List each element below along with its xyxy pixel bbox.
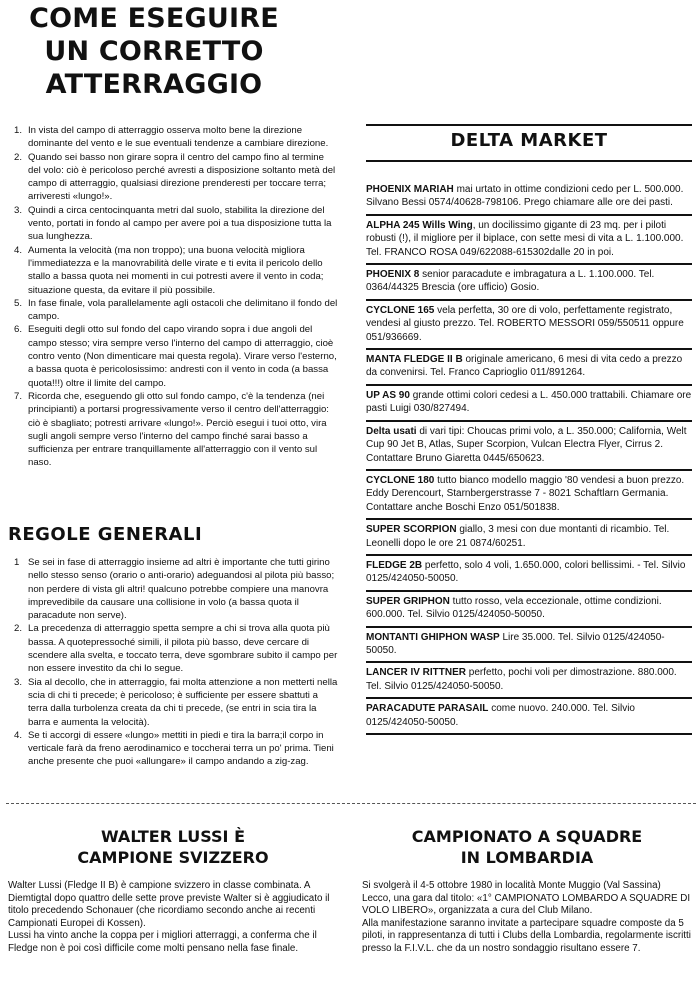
step-item [8, 124, 338, 151]
ad-name: MONTANTI GHIPHON WASP [366, 631, 500, 643]
ad-item [366, 422, 692, 471]
landing-steps-list [8, 124, 338, 470]
step-item [8, 390, 338, 470]
ad-item [366, 699, 692, 735]
step-number: 4. [14, 244, 23, 256]
rule-item [8, 676, 338, 729]
article-paragraph: Si svolgerà il 4-5 ottobre 1980 in località Monte Muggio (Val Sassina) Lecco, una gara dal titolo: «1° CAMPIONATO LOMBARDO A SQUADRE DI VOLO LIBERO», organizzata a cura del Club Milano. [362, 880, 691, 917]
article-title-lussi [8, 826, 338, 868]
step-number: 1. [14, 125, 23, 136]
ad-name: PHOENIX MARIAH [366, 184, 454, 195]
rule-number: 4. [14, 729, 23, 741]
ad-name: ALPHA 245 Wills Wing [366, 219, 473, 231]
step-text: Quindi a circa centocinquanta metri dal suolo, stabilita la direzione del vento, portati in fondo al campo per avere poi a tua disposizione tutta la sua lunghezza. [28, 204, 332, 243]
article-paragraph: Lussi ha vinto anche la coppa per i migliori atterraggi, a conferma che il Fledge non è poi così difficile come molti pensano nella fase finale. [8, 930, 317, 954]
step-number: 6. [14, 324, 23, 336]
classified-ads [366, 180, 692, 735]
step-text: In fase finale, vola parallelamente agli ostacoli che delimitano il fondo del campo. [28, 297, 338, 323]
rule-text: Sia al decollo, che in atterraggio, fai molta attenzione a non metterti nella scia di chi ti precede; è pericoloso; è sufficiente per essere sbattuti a terra dalla turbolenza creata da chi ti precede, (se entri in scia tira la barra e aumenta la velocità). [28, 676, 338, 728]
ad-text: mai urtato in ottime condizioni cedo per L. 500.000. Silvano Bessi 0574/40628-798106. Prego chiamare alle ore dei pasti. [366, 184, 684, 209]
article-body-campionato [362, 880, 692, 956]
ad-item [366, 386, 692, 422]
rules-title: REGOLE GENERALI [8, 524, 203, 545]
article-title-campionato [362, 826, 692, 868]
ad-item [366, 471, 692, 520]
article-paragraph: Walter Lussi (Fledge II B) è campione svizzero in classe combinata. A Diemtigtal dopo quattro delle sette prove previste Walter si è aggiudicato il titolo precedendo Schonauer (che ricordiamo secondo anche ai recenti Campionati Europei di Kossen). [8, 880, 330, 929]
step-item [8, 244, 338, 297]
ad-item [366, 520, 692, 556]
rule-item [8, 556, 338, 622]
step-item [8, 151, 338, 204]
step-number: 3. [14, 204, 23, 216]
general-rules-list [8, 556, 338, 769]
ad-text: tutto bianco modello maggio '80 vendesi a buon prezzo. Eddy Derencourt, Starnbergerstrasse 7 - 8021 Schaftlarn Germania. Contattare anche Boschi Enzo 051/501838. [366, 474, 685, 513]
market-top-rule [366, 124, 692, 126]
ad-text: grande ottimi colori cedesi a L. 450.000 trattabili. Chiamare ore pasti Luigi 030/827494. [366, 389, 692, 415]
step-number: 2. [14, 151, 23, 163]
ad-item [366, 592, 692, 628]
main-title-line: UN CORRETTO [44, 36, 264, 67]
step-item [8, 297, 338, 324]
ad-item [366, 180, 692, 216]
main-title [14, 2, 294, 101]
ad-name: PHOENIX 8 [366, 269, 420, 281]
step-text: Eseguiti degli otto sul fondo del capo virando sopra i due angoli del campo stesso; vira sempre verso l'interno del campo di atterraggio, cioè contro vento (Non dimenticare mai questa regola). Virare verso l'esterno, a bassa quota è pericolosissimo: andresti con il vento in coda (a bassa quota!!!) oltre il limite del campo. [28, 324, 337, 389]
ad-text: perfetto, pochi voli per dimostrazione. 880.000. Tel. Silvio 0125/424050-50050. [366, 667, 677, 692]
rule-item [8, 622, 338, 675]
ad-text: originale americano, 6 mesi di vita cedo a prezzo da convenirsi. Tel. Franco Caprioglio 011/891264. [366, 354, 683, 379]
ad-name: LANCER IV RITTNER [366, 667, 466, 679]
rule-item [8, 729, 338, 769]
step-number: 5. [14, 297, 23, 309]
ad-name: FLEDGE 2B [366, 559, 423, 571]
ad-text: perfetto, solo 4 voli, 1.650.000, colori bellissimi. - Tel. Silvio 0125/424050-50050. [366, 559, 686, 585]
ad-name: SUPER SCORPION [366, 524, 457, 536]
ad-name: Delta usati [366, 425, 417, 437]
rule-text: La precedenza di atterraggio spetta sempre a chi si trova alla quota più bassa. A quotepressoché simili, il pilota più basso, deve cercare di scendere alla svelta, e toccato terra, deve sgombrare subito il campo per non essere investito da chi lo segue. [28, 623, 338, 675]
ad-name: UP AS 90 [366, 389, 410, 401]
ad-text: giallo, 3 mesi con due montanti di ricambio. Tel. Leonelli dopo le ore 21 0874/60251. [366, 524, 670, 549]
ad-name: CYCLONE 165 [366, 304, 435, 316]
ad-item [366, 301, 692, 350]
step-number: 7. [14, 390, 23, 402]
ad-text: di vari tipi: Choucas primi volo, a L. 350.000; California, Welt Cup 90 Jet B, Atlas, Super Scorpion, Vulcan Electra Flyer, Cirrus 2. Contattare Bruno Giaretta 0445/650623. [366, 425, 687, 464]
main-title-line: ATTERRAGGIO [45, 69, 263, 100]
step-text: In vista del campo di atterraggio osserva molto bene la direzione dominante del vento e le sue eventuali tendenze a cambiare direzione. [28, 125, 329, 150]
ad-text: Lire 35.000. Tel. Silvio 0125/424050-50050. [366, 631, 665, 656]
rule-text: Se ti accorgi di essere «lungo» mettiti in piedi e tira la barra;il corpo in verticale farà da freno aerodinamico e toccherai terra un po' prima. Tieni anche presente che puoi «allungare» il campo andando a zig-zag. [28, 729, 334, 768]
market-title: DELTA MARKET [450, 130, 608, 151]
rule-number: 1 [14, 557, 20, 568]
article-paragraph: Alla manifestazione saranno invitate a partecipare squadre composte da 5 piloti, in rappresentanza di tutti i Clubs della Lombardia, regolarmente iscritti presso la F.I.V.L. che da un nostro sondaggio risultano essere 7. [362, 917, 691, 954]
step-item [8, 323, 338, 389]
ad-text: , un docilissimo gigante di 23 mq. per i piloti robusti (!), il migliore per il biplace, con sette mesi di vita a L. 1.100.000. Tel. FRANCO ROSA 049/622088-615302dalle 20 in poi. [366, 219, 684, 258]
rule-text: Se sei in fase di atterraggio insieme ad altri è importante che tutti girino nello stesso senso (orario o anti-orario) adeguandosi al pilota più basso; non perdere di vista gli altri! qualcuno potrebbe compiere una manovra imprevedibile da causare una collisione in volo (a bassa quota il paracadute non serve). [28, 557, 335, 622]
article-body-lussi [8, 880, 338, 956]
article-title-line: CAMPIONE SVIZZERO [77, 848, 269, 867]
main-title-line: COME ESEGUIRE [29, 3, 279, 34]
ad-name: MANTA FLEDGE II B [366, 354, 463, 366]
ad-name: CYCLONE 180 [366, 474, 435, 486]
rule-number: 3. [14, 676, 23, 688]
rule-number: 2. [14, 623, 23, 635]
ad-item [366, 265, 692, 301]
ad-text: come nuovo. 240.000. Tel. Silvio 0125/424050-50050. [366, 703, 635, 728]
ad-item [366, 216, 692, 265]
ad-item [366, 663, 692, 699]
step-text: Quando sei basso non girare sopra il centro del campo fino al termine del volo: ciò è pericoloso perché avresti a disposizione soltanto metà del campo di atterraggio, qualsiasi direzione prenderesti per toccare terra; arriveresti «lungo!». [28, 151, 336, 203]
ad-text: vela perfetta, 30 ore di volo, perfettamente registrato, vendesi al giusto prezzo. Tel. ROBERTO MESSORI 059/550511 oppure 051/936669. [366, 304, 684, 343]
article-title-line: WALTER LUSSI È [101, 827, 245, 846]
step-text: Ricorda che, eseguendo gli otto sul fondo campo, c'è la tendenza (nei principianti) a portarsi progressivamente verso il centro dell'atterraggio: ciò è sbagliato; potresti arrivare «lungo!». Perciò esegui i tuoi otto, vira sugli angoli sempre verso l'interno del campo finché sarai basso a sufficienza per entrare tranquillamente all'atterraggio con il vento sul naso. [28, 390, 329, 469]
article-title-line: IN LOMBARDIA [460, 848, 594, 867]
market-title-rule [366, 160, 692, 162]
ad-name: SUPER GRIPHON [366, 595, 450, 607]
ad-item [366, 556, 692, 592]
ad-item [366, 350, 692, 386]
section-divider [6, 803, 696, 804]
ad-text: tutto rosso, vela eccezionale, ottime condizioni. 600.000. Tel. Silvio 0125/424050-50050. [366, 595, 662, 621]
step-item [8, 204, 338, 244]
step-text: Aumenta la velocità (ma non troppo); una buona velocità migliora l'immediatezza e la manovrabilità delle virate e ti evita il pericolo dello stallo a bassa quota nei momenti in cui potresti avere il vento in coda; situazione questa, da evitare il più possibile. [28, 244, 324, 296]
ad-item [366, 628, 692, 664]
ad-name: PARACADUTE PARASAIL [366, 703, 489, 715]
ad-text: senior paracadute e imbragatura a L. 1.100.000. Tel. 0364/44325 Brescia (ore ufficio) Gosio. [366, 269, 655, 294]
article-title-line: CAMPIONATO A SQUADRE [411, 827, 643, 846]
